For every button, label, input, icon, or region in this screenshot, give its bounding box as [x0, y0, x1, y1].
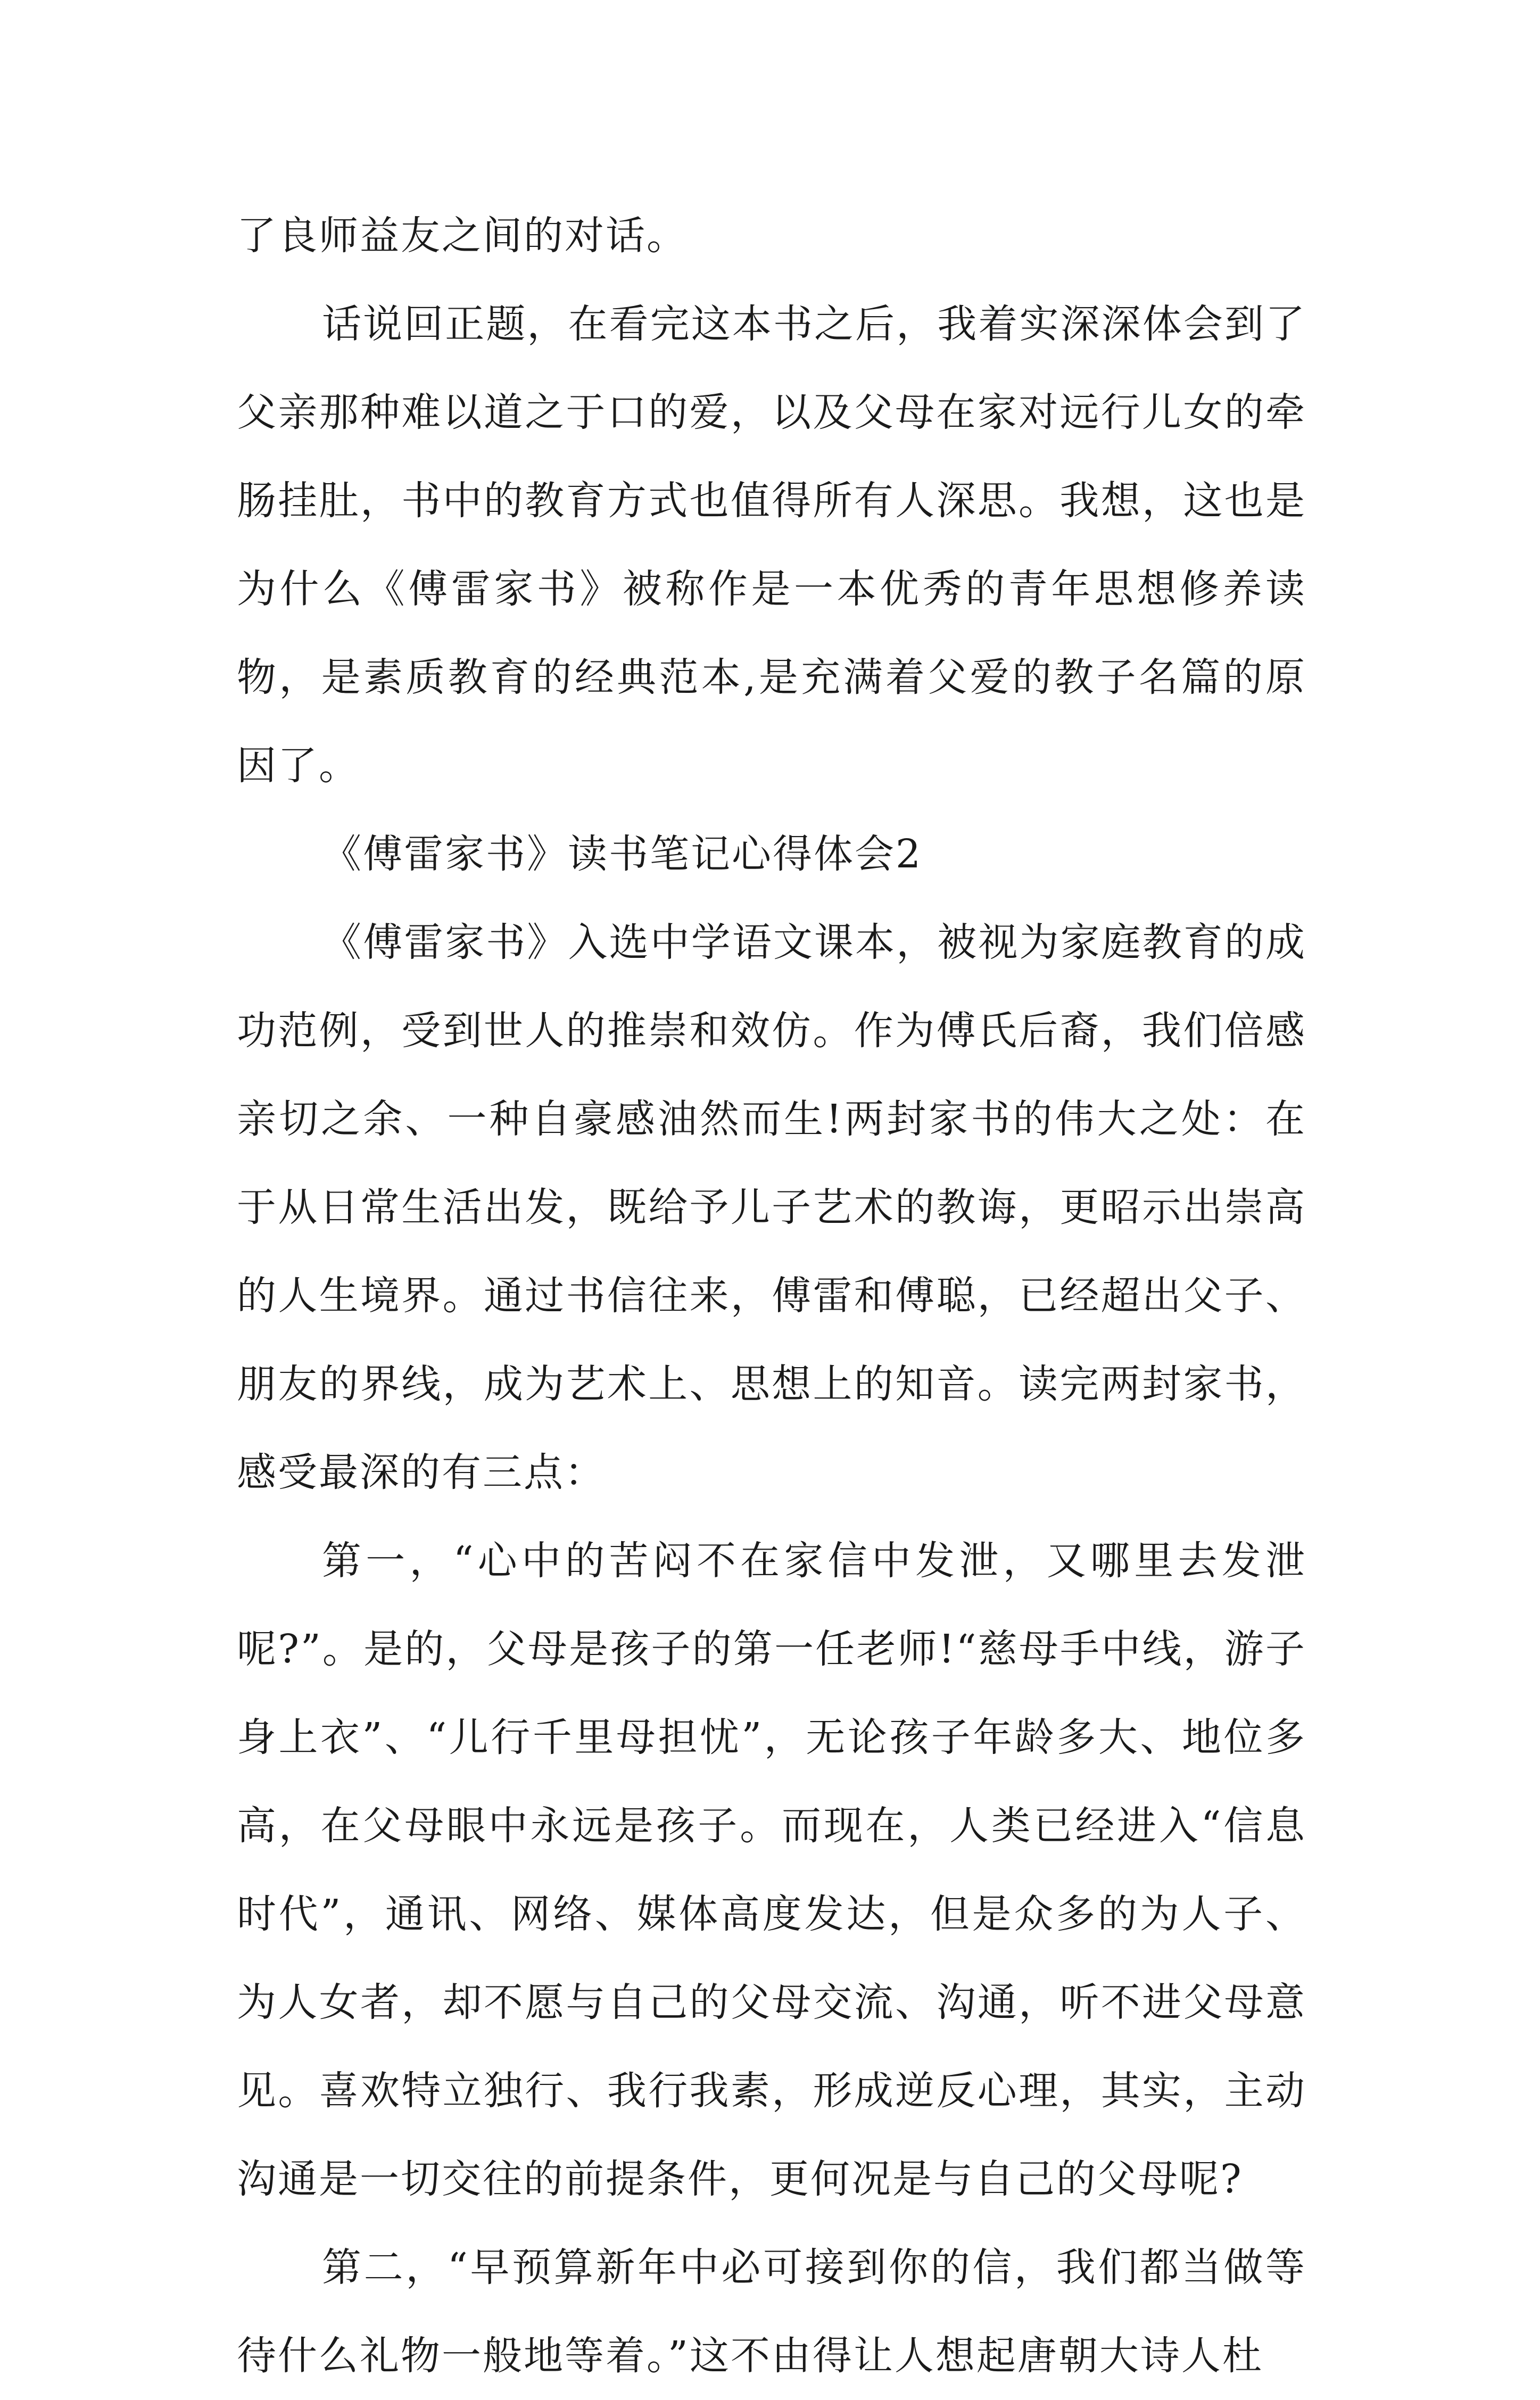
paragraph-point-two: 第二，“早预算新年中必可接到你的信，我们都当做等待什么礼物一般地等着。”这不由得让人想起唐朝大诗人杜	[237, 2245, 1306, 2379]
section-heading: 《傅雷家书》读书笔记心得体会2	[322, 831, 923, 877]
paragraph-intro: 《傅雷家书》入选中学语文课本，被视为家庭教育的成功范例，受到世人的推崇和效仿。作为傅氏后裔，我们倍感亲切之余、一种自豪感油然而生!两封家书的伟大之处：在于从日常生活出发，既给予儿子艺术的教诲，更昭示出崇高的人生境界。通过书信往来，傅雷和傅聪，已经超出父子、朋友的界线，成为艺术上、思想上的知音。读完两封家书，感受最深的有三点：	[237, 920, 1306, 1495]
paragraph-point-one: 第一，“心中的苦闷不在家信中发泄，又哪里去发泄呢?”。是的，父母是孩子的第一任老师!“慈母手中线，游子身上衣”、“儿行千里母担忧”，无论孩子年龄多大、地位多高，在父母眼中永远是孩子。而现在，人类已经进入“信息时代”，通讯、网络、媒体高度发达，但是众多的为人子、为人女者，却不愿与自己的父母交流、沟通，听不进父母意见。喜欢特立独行、我行我素，形成逆反心理，其实，主动沟通是一切交往的前提条件，更何况是与自己的父母呢?	[237, 1538, 1306, 2202]
paragraph-reflection: 话说回正题，在看完这本书之后，我着实深深体会到了父亲那种难以道之于口的爱，以及父母在家对远行儿女的牵肠挂肚，书中的教育方式也值得所有人深思。我想，这也是为什么《傅雷家书》被称作是一本优秀的青年思想修养读物，是素质教育的经典范本,是充满着父爱的教子名篇的原因了。	[237, 301, 1306, 789]
document-body	[237, 192, 1306, 2400]
paragraph-continuation: 了良师益友之间的对话。	[237, 213, 688, 259]
